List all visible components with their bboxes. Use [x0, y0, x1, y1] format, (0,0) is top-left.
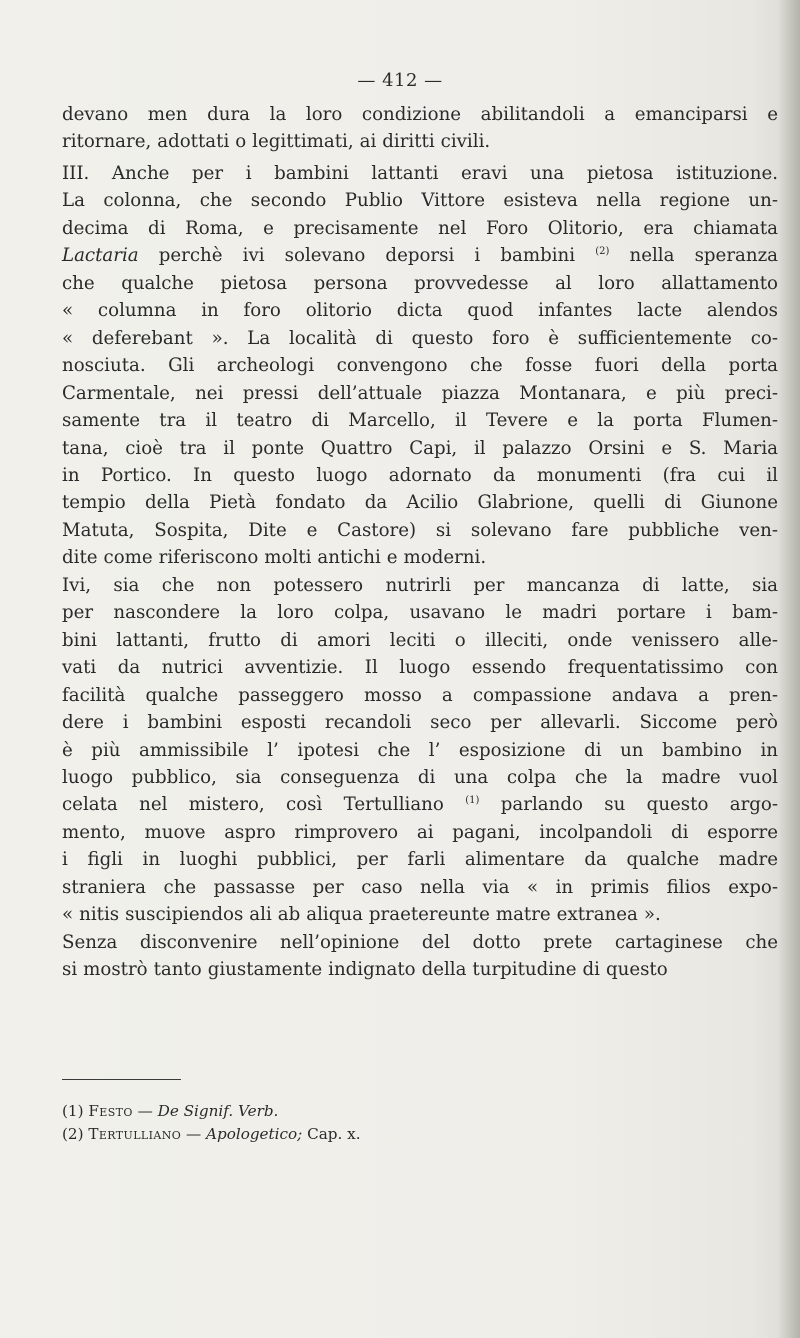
paragraph-line: che qualche pietosa persona provvedesse al loro allattamento: [62, 272, 778, 294]
paragraph-line-with-italic-and-footnote: [62, 242, 778, 269]
paragraph-line: dere i bambini esposti recandoli seco per allevarli. Siccome però: [62, 712, 778, 734]
footnote-separator: —: [137, 1102, 153, 1120]
paragraph-line: samente tra il teatro di Marcello, il Tevere e la porta Flumen-: [62, 410, 778, 432]
paragraph-line: tana, cioè tra il ponte Quattro Capi, il palazzo Orsini e S. Maria: [62, 437, 778, 459]
paragraph-line: nosciuta. Gli archeologi convengono che fosse fuori della porta: [62, 355, 778, 377]
paragraph-line: « deferebant ». La località di questo foro è sufficientemente co-: [62, 327, 778, 349]
paragraph-line: in Portico. In questo luogo adornato da monumenti (fra cui il: [62, 464, 778, 486]
footnote-title: Apologetico;: [206, 1125, 303, 1143]
paragraph-line: tempio della Pietà fondato da Acilio Glabrione, quelli di Giunone: [62, 492, 778, 514]
paragraph-line: La colonna, che secondo Publio Vittore esisteva nella regione un-: [62, 190, 778, 212]
page-binding-shadow: [778, 0, 800, 1338]
paragraph-line: « nitis suscipiendos ali ab aliqua praetereunte matre extranea ».: [62, 904, 661, 926]
footnote-1: [62, 1100, 742, 1123]
main-paragraphs: [62, 160, 778, 984]
paragraph-line: ritornare, adottati o legittimati, ai diritti civili.: [62, 131, 491, 153]
paragraph-line: III. Anche per i bambini lattanti eravi una pietosa istituzione.: [62, 163, 778, 184]
paragraph-line-with-footnote: [62, 791, 778, 818]
footnote-reference-2: (2): [595, 246, 610, 258]
paragraph-block-1: [62, 101, 778, 156]
paragraph-line: Carmentale, nei pressi dell’attuale piazza Montanara, e più preci-: [62, 382, 778, 404]
line-text-part: parlando su questo argo-: [500, 794, 779, 816]
line-text-part: perchè ivi solevano deporsi i bambini: [158, 245, 576, 267]
paragraph-line: straniera che passasse per caso nella via « in primis filios expo-: [62, 876, 778, 898]
paragraph-line: si mostrò tanto giustamente indignato della turpitudine di questo: [62, 959, 668, 981]
paragraph-line: facilità qualche passeggero mosso a compassione andava a pren-: [62, 684, 778, 706]
paragraph-line: Senza disconvenire nell’opinione del dotto prete cartaginese che: [62, 931, 778, 953]
paragraph-line: Matuta, Sospita, Dite e Castore) si solevano fare pubbliche ven-: [62, 519, 778, 541]
footnote-marker: (1): [62, 1102, 84, 1120]
line-text-part: celata nel mistero, così Tertulliano: [62, 794, 444, 816]
footnote-marker: (2): [62, 1125, 84, 1143]
paragraph-line: i figli in luoghi pubblici, per farli alimentare da qualche madre: [62, 849, 778, 871]
paragraph-line: dite come riferiscono molti antichi e moderni.: [62, 547, 487, 569]
footnote-divider: [62, 1079, 181, 1080]
line-text-part: nella speranza: [629, 245, 778, 267]
footnote-extra: Cap. x.: [307, 1125, 361, 1143]
paragraph-line: « columna in foro olitorio dicta quod infantes lacte alendos: [62, 300, 778, 322]
paragraph-line: decima di Roma, e precisamente nel Foro Olitorio, era chiamata: [62, 217, 778, 239]
paragraph-line: vati da nutrici avventizie. Il luogo essendo frequentatissimo con: [62, 657, 778, 679]
paragraph-line: bini lattanti, frutto di amori leciti o illeciti, onde venissero alle-: [62, 629, 778, 651]
paragraph-line: è più ammissibile l’ ipotesi che l’ esposizione di un bambino in: [62, 739, 778, 761]
footnote-reference-1: (1): [465, 795, 480, 807]
footnotes: [62, 1100, 742, 1146]
paragraph-line: mento, muove aspro rimprovero ai pagani, incolpandoli di esporre: [62, 821, 778, 843]
footnote-author: Festo: [88, 1102, 133, 1120]
footnote-2: [62, 1123, 742, 1146]
page-number: — 412 —: [357, 70, 443, 91]
italic-lactaria-word: Lactaria: [62, 245, 139, 267]
paragraph-line: devano men dura la loro condizione abilitandoli a emanciparsi e: [62, 104, 778, 125]
footnote-title: De Signif. Verb.: [157, 1102, 279, 1120]
paragraph-line: luogo pubblico, sia conseguenza di una colpa che la madre vuol: [62, 766, 778, 788]
paragraph-line: per nascondere la loro colpa, usavano le madri portare i bam-: [62, 602, 778, 624]
footnote-author: Tertulliano: [88, 1125, 182, 1143]
paragraph-line: Ivi, sia che non potessero nutrirli per mancanza di latte, sia: [62, 574, 778, 596]
footnote-separator: —: [185, 1125, 202, 1143]
